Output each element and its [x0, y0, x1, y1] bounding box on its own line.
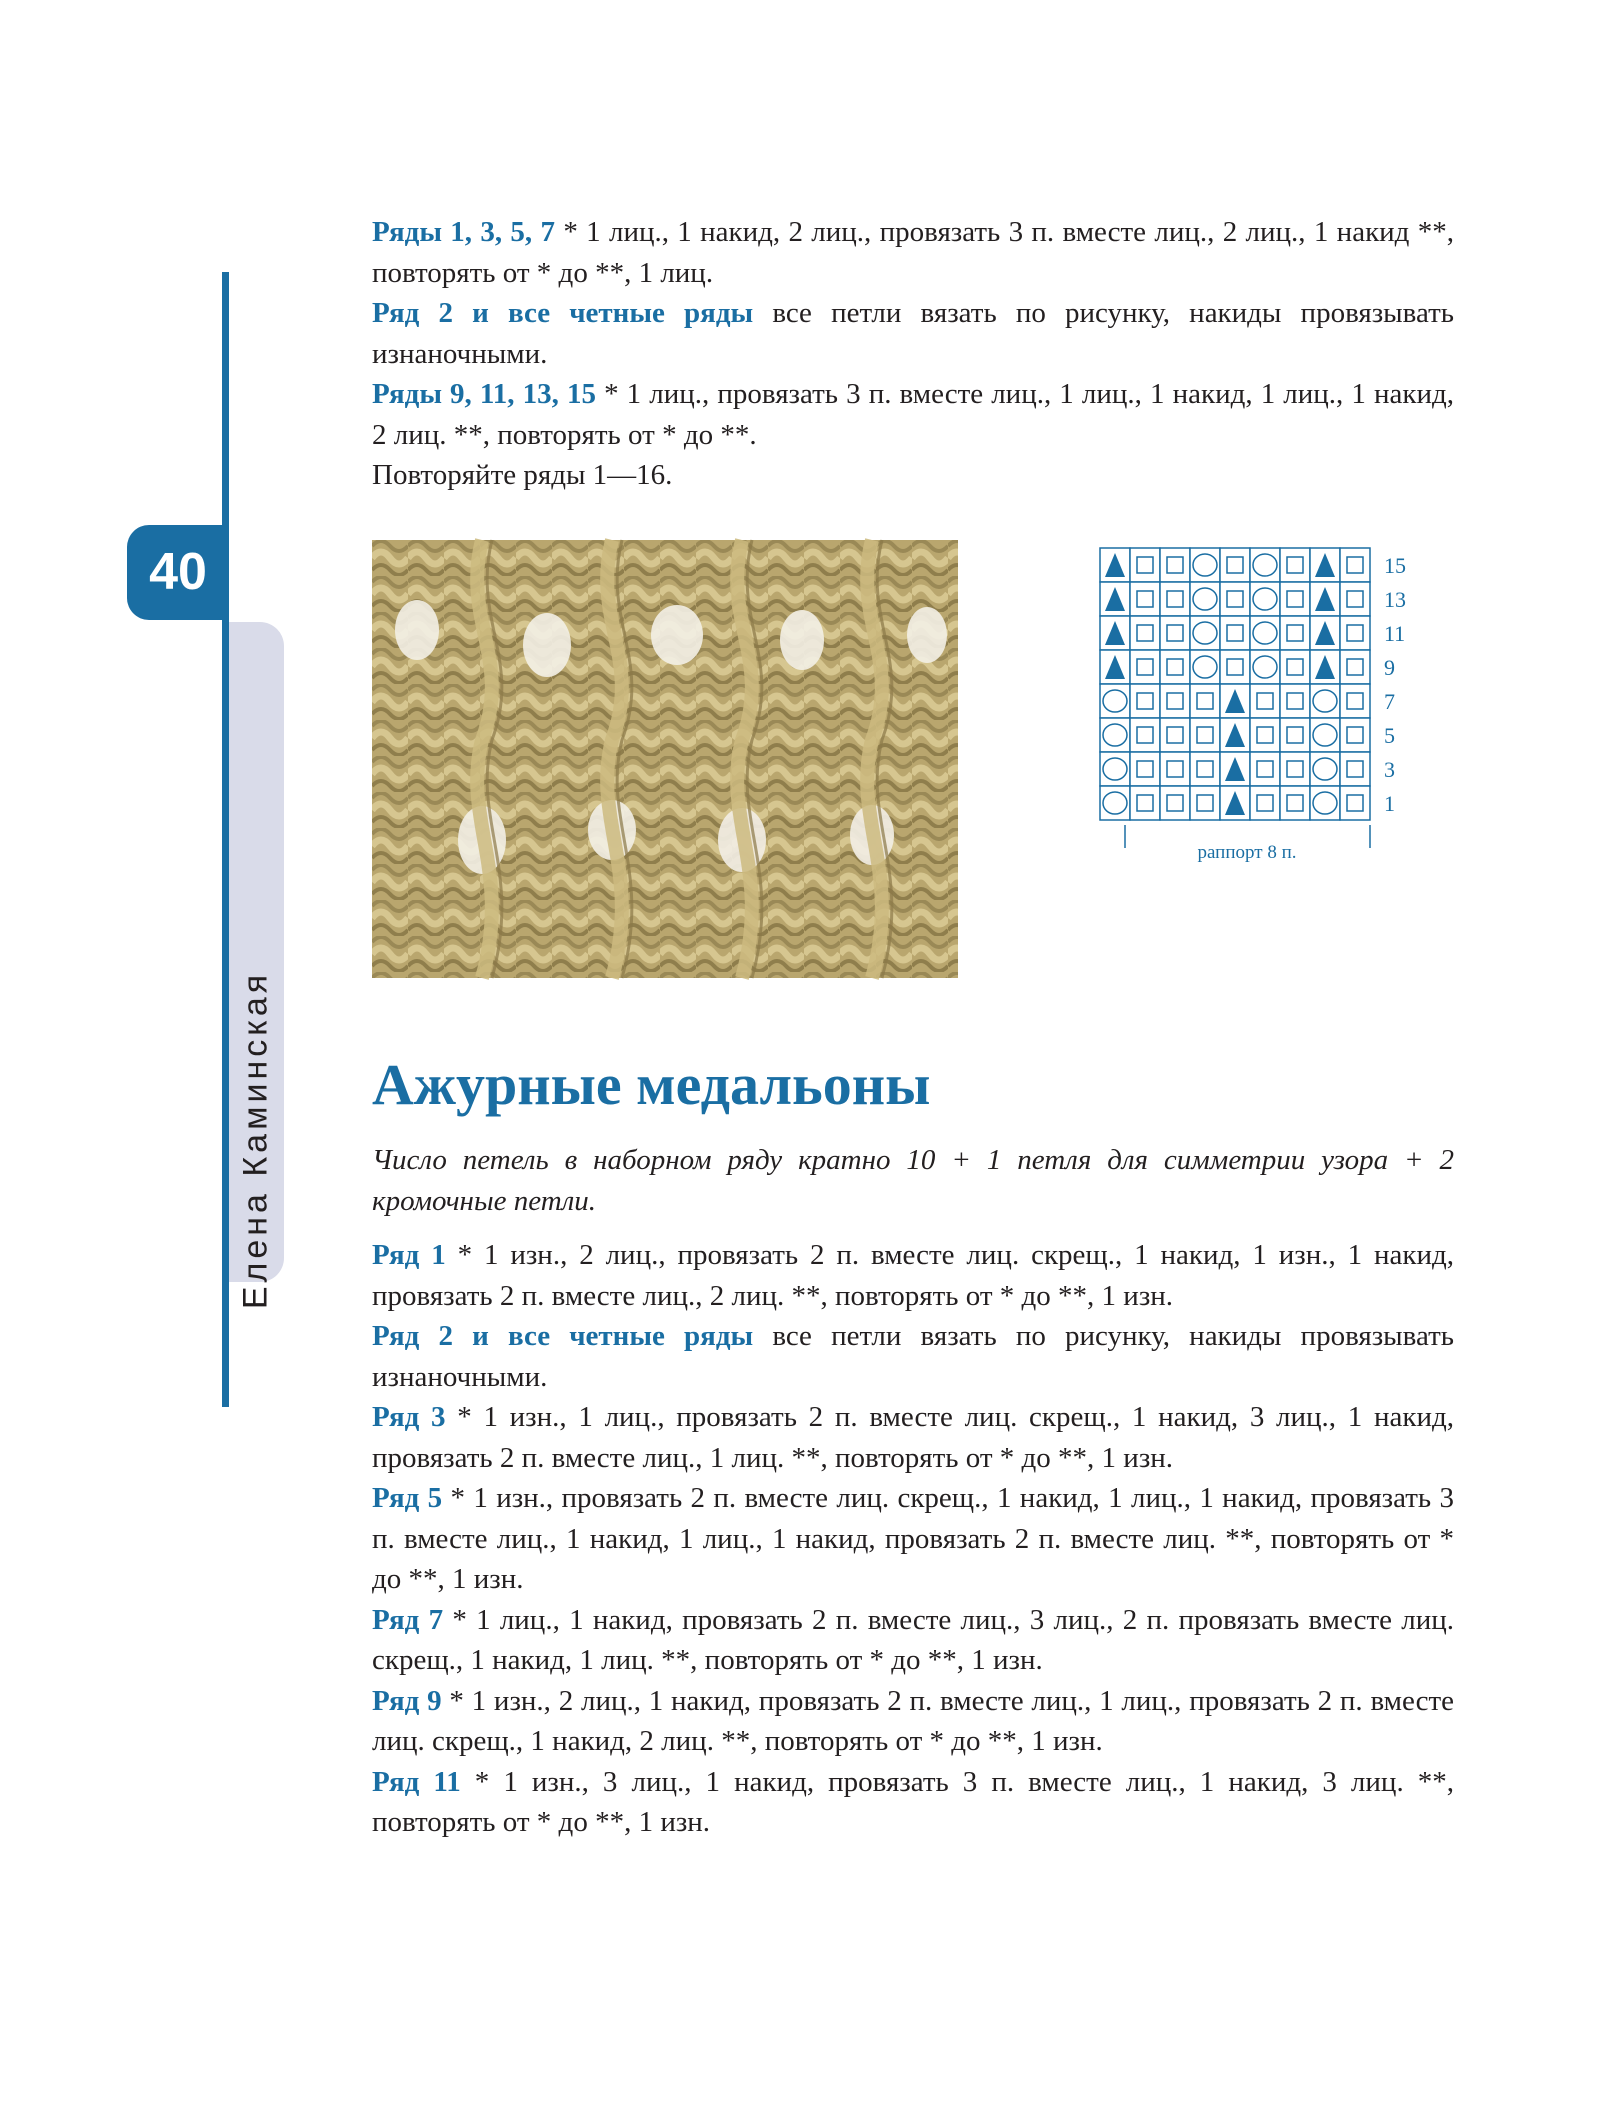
row-label: Ряд 3 [372, 1401, 446, 1433]
pattern-instructions-2 [372, 1235, 1454, 1843]
row-number: 1 [1384, 791, 1395, 816]
chart-cell [1130, 786, 1160, 820]
instruction-line [372, 455, 1454, 496]
row-number: 9 [1384, 655, 1395, 680]
chart-cell [1280, 752, 1310, 786]
chart-cell [1190, 548, 1220, 582]
row-text: * 1 изн., 1 лиц., провязать 2 п. вместе лиц. скрещ., 1 накид, 3 лиц., 1 накид, провязать 2 п. вместе лиц., 1 лиц. **, повторять от * до **, 1 изн. [372, 1401, 1454, 1474]
chart-cell [1130, 718, 1160, 752]
chart-cell [1190, 752, 1220, 786]
chart-cell [1340, 616, 1370, 650]
row-label: Ряд 2 и все четные ряды [372, 1320, 754, 1352]
knitting-chart [1080, 540, 1406, 870]
chart-cell [1160, 582, 1190, 616]
chart-cell [1220, 616, 1250, 650]
chart-cell [1130, 548, 1160, 582]
row-number: 5 [1384, 723, 1395, 748]
page-number: 40 [127, 525, 229, 620]
row-text: * 1 изн., 2 лиц., 1 накид, провязать 2 п. вместе лиц., 1 лиц., провязать 2 п. вместе лиц. скрещ., 1 накид, 2 лиц. **, повторять от * до **, 1 изн. [372, 1684, 1455, 1757]
chart-cell [1220, 582, 1250, 616]
row-label: Ряд 2 и все четные ряды [372, 297, 754, 329]
instruction-line [372, 1397, 1454, 1478]
instruction-line [372, 293, 1454, 374]
chart-cell [1160, 752, 1190, 786]
chart-cell [1280, 582, 1310, 616]
knitted-swatch-photo [372, 540, 958, 978]
row-text: Повторяйте ряды 1—16. [372, 459, 673, 491]
row-label: Ряды 1, 3, 5, 7 [372, 216, 556, 248]
chart-cell [1340, 752, 1370, 786]
chart-cell [1100, 718, 1130, 752]
chart-cell [1190, 786, 1220, 820]
chart-cell [1130, 582, 1160, 616]
row-label: Ряд 7 [372, 1603, 444, 1636]
chart-cell [1220, 650, 1250, 684]
chart-cell [1310, 684, 1340, 718]
chart-cell [1340, 718, 1370, 752]
chart-cell [1130, 650, 1160, 684]
row-number: 11 [1384, 621, 1406, 646]
instruction-line [372, 374, 1454, 455]
chart-cell [1190, 718, 1220, 752]
row-text: * 1 изн., 2 лиц., провязать 2 п. вместе лиц. скрещ., 1 накид, 1 изн., 1 накид, провязать 2 п. вместе лиц., 2 лиц. **, повторять от * до **, 1 изн. [372, 1239, 1454, 1312]
chart-cell [1160, 786, 1190, 820]
chart-cell [1340, 548, 1370, 582]
chart-cell [1250, 752, 1280, 786]
row-label: Ряд 9 [372, 1684, 442, 1717]
chart-cell [1190, 650, 1220, 684]
chart-cell [1310, 786, 1340, 820]
chart-cell [1160, 650, 1190, 684]
chart-cell [1280, 548, 1310, 582]
row-number: 3 [1384, 757, 1395, 782]
author-name: Елена Каминская [236, 970, 275, 1310]
knitted-lace-swatch-icon [372, 540, 958, 978]
chart-cell [1340, 650, 1370, 684]
instruction-line [372, 1478, 1454, 1600]
chart-cell [1220, 548, 1250, 582]
pattern-instructions-1 [372, 212, 1454, 496]
chart-cell [1130, 684, 1160, 718]
row-text: * 1 лиц., 1 накид, 2 лиц., провязать 3 п. вместе лиц., 2 лиц., 1 накид **, повторять от * до **, 1 лиц. [372, 216, 1455, 289]
chart-cell [1160, 616, 1190, 650]
chart-cell [1340, 684, 1370, 718]
chart-cell [1130, 752, 1160, 786]
row-text: все петли вязать по рисунку, накиды провязывать изнаночными. [372, 297, 1454, 370]
chart-cell [1310, 752, 1340, 786]
chart-cell [1160, 548, 1190, 582]
chart-cell [1130, 616, 1160, 650]
row-label: Ряд 1 [372, 1239, 446, 1271]
chart-cell [1250, 548, 1280, 582]
chart-cell [1280, 718, 1310, 752]
row-text: * 1 лиц., провязать 3 п. вместе лиц., 1 лиц., 1 накид, 1 лиц., 1 накид, 2 лиц. **, повторять от * до **. [372, 378, 1454, 451]
row-number: 7 [1384, 689, 1395, 714]
instruction-line [372, 1316, 1454, 1397]
section-intro: Число петель в наборном ряду кратно 10 + 1 петля для симметрии узора + 2 кромочные петли. [372, 1144, 1454, 1217]
instruction-line [372, 1235, 1454, 1316]
row-text: * 1 изн., 3 лиц., 1 накид, провязать 3 п. вместе лиц., 1 накид, 3 лиц. **, повторять от * до **, 1 изн. [372, 1765, 1454, 1838]
chart-cell [1250, 582, 1280, 616]
chart-cell [1250, 650, 1280, 684]
instruction-line [372, 212, 1454, 293]
repeat-label: раппорт 8 п. [1197, 842, 1297, 863]
chart-cell [1190, 582, 1220, 616]
chart-cell [1310, 718, 1340, 752]
row-text: * 1 изн., провязать 2 п. вместе лиц. скрещ., 1 накид, 1 лиц., 1 накид, провязать 3 п. вместе лиц., 1 накид, 1 лиц., 1 накид, провязать 2 п. вместе лиц. **, повторять от * до **, 1 изн. [372, 1482, 1454, 1595]
chart-cell [1280, 616, 1310, 650]
instruction-line [372, 1762, 1454, 1843]
chart-cell [1250, 786, 1280, 820]
instruction-line [372, 1600, 1454, 1681]
side-accent-line [222, 272, 229, 1407]
chart-cell [1190, 684, 1220, 718]
chart-cell [1100, 786, 1130, 820]
chart-cell [1280, 650, 1310, 684]
row-label: Ряд 5 [372, 1482, 443, 1514]
chart-cell [1100, 684, 1130, 718]
knitting-chart-svg [1080, 540, 1406, 870]
instruction-line [372, 1681, 1454, 1762]
chart-cell [1340, 582, 1370, 616]
row-label: Ряды 9, 11, 13, 15 [372, 378, 596, 410]
chart-cell [1250, 616, 1280, 650]
chart-cell [1340, 786, 1370, 820]
chart-cell [1160, 718, 1190, 752]
chart-cell [1190, 616, 1220, 650]
chart-cell [1280, 786, 1310, 820]
row-label: Ряд 11 [372, 1765, 461, 1798]
row-number: 15 [1384, 553, 1406, 578]
chart-cell [1280, 684, 1310, 718]
chart-cell [1100, 752, 1130, 786]
section-heading: Ажурные медальоны [372, 1052, 931, 1117]
chart-cell [1160, 684, 1190, 718]
chart-cell [1250, 684, 1280, 718]
row-number: 13 [1384, 587, 1406, 612]
row-text: * 1 лиц., 1 накид, провязать 2 п. вместе лиц., 3 лиц., 2 п. провязать вместе лиц. скрещ., 1 накид, 1 лиц. **, повторять от * до **, 1 изн. [372, 1603, 1454, 1676]
chart-cell [1250, 718, 1280, 752]
row-text: все петли вязать по рисунку, накиды провязывать изнаночными. [372, 1320, 1454, 1393]
